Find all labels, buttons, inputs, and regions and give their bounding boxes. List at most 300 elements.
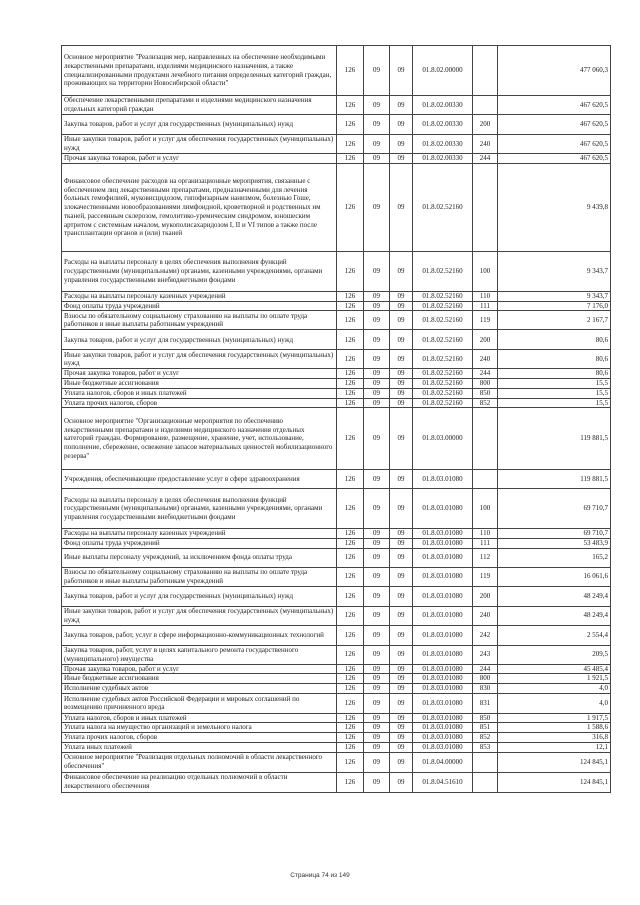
row-section-code: 09 [364,379,390,389]
row-expense-type-code: 244 [473,369,498,379]
row-target-article-code: 01.8.02.52160 [413,330,473,350]
row-grbs-code: 126 [337,723,364,733]
row-section-code: 09 [364,252,390,292]
table-body [62,46,611,793]
row-section-code: 09 [364,350,390,369]
table-row [62,115,611,135]
row-expense-type-code: 200 [473,586,498,606]
row-grbs-code: 126 [337,664,364,674]
row-amount: 165,2 [498,548,611,567]
page-number: Страница 74 из 149 [290,872,350,879]
row-target-article-code: 01.8.03.01080 [413,625,473,645]
row-expense-type-code: 200 [473,115,498,135]
row-grbs-code: 126 [337,252,364,292]
row-name: Уплата иных платежей [62,742,337,752]
row-target-article-code: 01.8.03.01080 [413,713,473,723]
row-grbs-code: 126 [337,292,364,302]
row-section-code: 09 [364,742,390,752]
table-row [62,742,611,752]
row-target-article-code: 01.8.02.52160 [413,301,473,311]
row-name: Уплата прочих налогов, сборов [62,398,337,408]
row-grbs-code: 126 [337,135,364,154]
row-amount: 209,5 [498,645,611,664]
row-grbs-code: 126 [337,398,364,408]
row-section-code: 09 [364,301,390,311]
row-section-code: 09 [364,311,390,330]
row-expense-type-code [473,772,498,792]
table-row [62,772,611,792]
row-name: Иные закупки товаров, работ и услуг для обеспечения государственных (муниципальных) нужд [62,135,337,154]
row-expense-type-code: 119 [473,567,498,586]
row-amount: 9 343,7 [498,292,611,302]
row-target-article-code: 01.8.03.01080 [413,664,473,674]
row-subsection-code: 09 [390,664,413,674]
row-name: Иные закупки товаров, работ и услуг для обеспечения государственных (муниципальных) нужд [62,606,337,625]
row-section-code: 09 [364,369,390,379]
row-expense-type-code: 111 [473,538,498,548]
row-name: Расходы на выплаты персоналу в целях обеспечения выполнения функций государственными (муниципальными) органами, казенными учреждениями, органами управления государственными внебюджетными фондами [62,489,337,529]
row-target-article-code: 01.8.04.51610 [413,772,473,792]
row-subsection-code: 09 [390,684,413,694]
row-section-code: 09 [364,154,390,164]
row-amount: 15,5 [498,388,611,398]
row-subsection-code: 09 [390,154,413,164]
row-expense-type-code: 853 [473,742,498,752]
row-target-article-code: 01.8.03.01080 [413,693,473,713]
row-target-article-code: 01.8.02.52160 [413,369,473,379]
row-subsection-code: 09 [390,46,413,96]
row-section-code: 09 [364,135,390,154]
table-row [62,625,611,645]
row-grbs-code: 126 [337,164,364,252]
row-amount: 9 343,7 [498,252,611,292]
row-subsection-code: 09 [390,398,413,408]
row-subsection-code: 09 [390,713,413,723]
row-grbs-code: 126 [337,388,364,398]
row-grbs-code: 126 [337,548,364,567]
row-subsection-code: 09 [390,408,413,470]
row-section-code: 09 [364,684,390,694]
row-name: Иные бюджетные ассигнования [62,674,337,684]
row-name: Исполнение судебных актов [62,684,337,694]
row-expense-type-code [473,470,498,489]
row-grbs-code: 126 [337,674,364,684]
row-name: Расходы на выплаты персоналу казенных учреждений [62,529,337,539]
table-row [62,46,611,96]
row-expense-type-code: 850 [473,713,498,723]
row-target-article-code: 01.8.02.52160 [413,292,473,302]
row-target-article-code: 01.8.03.01080 [413,586,473,606]
row-subsection-code: 09 [390,388,413,398]
row-target-article-code: 01.8.03.01080 [413,548,473,567]
row-target-article-code: 01.8.04.00000 [413,752,473,772]
row-expense-type-code [473,96,498,115]
row-name: Прочая закупка товаров, работ и услуг [62,664,337,674]
table-row [62,292,611,302]
row-grbs-code: 126 [337,586,364,606]
row-subsection-code: 09 [390,723,413,733]
row-name: Основное мероприятие "Реализация мер, направленных на обеспечение необходимыми лекарственными препаратами, изделиями медицинского назначения, а также специализированными продуктами лечебного питания определенных категорий граждан, проживающих на территории Новосибирской области" [62,46,337,96]
row-subsection-code: 09 [390,301,413,311]
row-expense-type-code: 100 [473,489,498,529]
row-subsection-code: 09 [390,350,413,369]
row-section-code: 09 [364,489,390,529]
row-section-code: 09 [364,674,390,684]
table-row [62,538,611,548]
row-expense-type-code: 110 [473,292,498,302]
row-target-article-code: 01.8.02.00330 [413,115,473,135]
row-section-code: 09 [364,330,390,350]
row-expense-type-code [473,752,498,772]
row-amount: 124 845,1 [498,772,611,792]
row-expense-type-code: 110 [473,529,498,539]
row-amount: 48 249,4 [498,586,611,606]
row-expense-type-code: 240 [473,350,498,369]
row-amount: 1 921,5 [498,674,611,684]
row-name: Фонд оплаты труда учреждений [62,538,337,548]
row-amount: 2 554,4 [498,625,611,645]
row-section-code: 09 [364,470,390,489]
row-subsection-code: 09 [390,772,413,792]
row-expense-type-code [473,408,498,470]
row-expense-type-code: 240 [473,135,498,154]
row-target-article-code: 01.8.03.01080 [413,567,473,586]
row-section-code: 09 [364,567,390,586]
row-amount: 2 167,7 [498,311,611,330]
row-target-article-code: 01.8.02.00330 [413,135,473,154]
row-target-article-code: 01.8.02.00000 [413,46,473,96]
row-name: Взносы по обязательному социальному страхованию на выплаты по оплате труда работников и иные выплаты работникам учреждений [62,567,337,586]
row-amount: 4,0 [498,693,611,713]
table-row [62,548,611,567]
row-expense-type-code: 850 [473,388,498,398]
row-amount: 316,8 [498,733,611,743]
row-name: Закупка товаров, работ и услуг для государственных (муниципальных) нужд [62,586,337,606]
row-grbs-code: 126 [337,733,364,743]
row-amount: 69 710,7 [498,489,611,529]
row-expense-type-code: 243 [473,645,498,664]
row-subsection-code: 09 [390,369,413,379]
row-section-code: 09 [364,586,390,606]
row-section-code: 09 [364,664,390,674]
row-name: Исполнение судебных актов Российской Федерации и мировых соглашений по возмещению причиненного вреда [62,693,337,713]
row-expense-type-code: 242 [473,625,498,645]
row-name: Уплата налога на имущество организаций и земельного налога [62,723,337,733]
row-grbs-code: 126 [337,752,364,772]
row-subsection-code: 09 [390,96,413,115]
row-amount: 119 881,5 [498,408,611,470]
row-expense-type-code: 831 [473,693,498,713]
row-target-article-code: 01.8.02.52160 [413,252,473,292]
row-subsection-code: 09 [390,470,413,489]
table-row [62,733,611,743]
row-expense-type-code: 111 [473,301,498,311]
table-row [62,408,611,470]
row-subsection-code: 09 [390,379,413,389]
table-row [62,164,611,252]
row-subsection-code: 09 [390,135,413,154]
row-name: Уплата налогов, сборов и иных платежей [62,388,337,398]
row-expense-type-code: 852 [473,733,498,743]
row-target-article-code: 01.8.03.01080 [413,645,473,664]
row-subsection-code: 09 [390,311,413,330]
row-grbs-code: 126 [337,115,364,135]
row-name: Закупка товаров, работ и услуг для государственных (муниципальных) нужд [62,115,337,135]
table-row [62,674,611,684]
table-row [62,96,611,115]
row-expense-type-code: 852 [473,398,498,408]
row-section-code: 09 [364,606,390,625]
row-amount: 15,5 [498,379,611,389]
row-target-article-code: 01.8.02.52160 [413,311,473,330]
row-grbs-code: 126 [337,625,364,645]
row-name: Закупка товаров, работ, услуг в целях капитального ремонта государственного (муниципального) имущества [62,645,337,664]
row-subsection-code: 09 [390,252,413,292]
row-section-code: 09 [364,115,390,135]
table-row [62,586,611,606]
row-section-code: 09 [364,96,390,115]
row-expense-type-code [473,164,498,252]
row-target-article-code: 01.8.03.01080 [413,529,473,539]
row-name: Финансовое обеспечение расходов на организационные мероприятия, связанные с обеспечением лиц лекарственными препаратами, предназначенными для лечения больных гемофилией, муковисцидозом, гипофизарным нанизмом, болезнью Гоше, злокачественными новообразованиями лимфоидной, кроветворной и родственных им тканей, рассеянным склерозом, гемолитико-уремическим синдромом, юношеским артритом с системным началом, мукополисахаридозом I, II и VI типов а также после трансплантации органов и (или) тканей [62,164,337,252]
table-row [62,645,611,664]
row-grbs-code: 126 [337,567,364,586]
row-grbs-code: 126 [337,742,364,752]
row-name: Учреждения, обеспечивающие предоставление услуг в сфере здравоохранения [62,470,337,489]
row-name: Обеспечение лекарственными препаратами и изделиями медицинского назначения отдельных категорий граждан [62,96,337,115]
row-subsection-code: 09 [390,733,413,743]
row-subsection-code: 09 [390,645,413,664]
table-row [62,567,611,586]
row-expense-type-code: 100 [473,252,498,292]
row-amount: 1 588,6 [498,723,611,733]
row-amount: 53 483,9 [498,538,611,548]
row-section-code: 09 [364,46,390,96]
row-target-article-code: 01.8.02.52160 [413,398,473,408]
row-expense-type-code: 244 [473,664,498,674]
row-amount: 467 620,5 [498,96,611,115]
row-name: Уплата прочих налогов, сборов [62,733,337,743]
row-name: Закупка товаров, работ и услуг для государственных (муниципальных) нужд [62,330,337,350]
row-subsection-code: 09 [390,752,413,772]
row-section-code: 09 [364,752,390,772]
row-name: Уплата налогов, сборов и иных платежей [62,713,337,723]
row-amount: 45 485,4 [498,664,611,674]
row-target-article-code: 01.8.03.01080 [413,733,473,743]
row-name: Иные бюджетные ассигнования [62,379,337,389]
table-row [62,489,611,529]
row-grbs-code: 126 [337,606,364,625]
row-name: Иные закупки товаров, работ и услуг для обеспечения государственных (муниципальных) нужд [62,350,337,369]
table-row [62,723,611,733]
row-target-article-code: 01.8.03.01080 [413,606,473,625]
row-grbs-code: 126 [337,379,364,389]
row-grbs-code: 126 [337,96,364,115]
row-expense-type-code: 112 [473,548,498,567]
table-row [62,350,611,369]
row-subsection-code: 09 [390,529,413,539]
row-target-article-code: 01.8.03.01080 [413,538,473,548]
table-row [62,693,611,713]
row-subsection-code: 09 [390,693,413,713]
row-grbs-code: 126 [337,529,364,539]
row-expense-type-code: 830 [473,684,498,694]
row-target-article-code: 01.8.03.01080 [413,723,473,733]
row-amount: 477 060,3 [498,46,611,96]
row-amount: 467 620,5 [498,115,611,135]
row-section-code: 09 [364,723,390,733]
table-row [62,529,611,539]
row-grbs-code: 126 [337,489,364,529]
row-amount: 7 176,0 [498,301,611,311]
row-grbs-code: 126 [337,330,364,350]
row-subsection-code: 09 [390,606,413,625]
row-subsection-code: 09 [390,742,413,752]
row-subsection-code: 09 [390,115,413,135]
row-grbs-code: 126 [337,538,364,548]
row-target-article-code: 01.8.02.00330 [413,154,473,164]
row-section-code: 09 [364,398,390,408]
row-amount: 119 881,5 [498,470,611,489]
table-row [62,684,611,694]
row-section-code: 09 [364,292,390,302]
row-section-code: 09 [364,693,390,713]
row-name: Расходы на выплаты персоналу в целях обеспечения выполнения функций государственными (муниципальными) органами, казенными учреждениями, органами управления государственными внебюджетными фондами [62,252,337,292]
row-grbs-code: 126 [337,311,364,330]
row-expense-type-code: 851 [473,723,498,733]
row-grbs-code: 126 [337,772,364,792]
row-grbs-code: 126 [337,684,364,694]
row-grbs-code: 126 [337,408,364,470]
row-expense-type-code: 240 [473,606,498,625]
row-grbs-code: 126 [337,369,364,379]
row-section-code: 09 [364,548,390,567]
row-amount: 69 710,7 [498,529,611,539]
row-grbs-code: 126 [337,713,364,723]
table-row [62,301,611,311]
row-target-article-code: 01.8.03.01080 [413,489,473,529]
row-amount: 12,1 [498,742,611,752]
row-name: Иные выплаты персоналу учреждений, за исключением фонда оплаты труда [62,548,337,567]
row-grbs-code: 126 [337,470,364,489]
row-grbs-code: 126 [337,350,364,369]
table-row [62,379,611,389]
table-row [62,388,611,398]
row-name: Основное мероприятие "Организационные мероприятия по обеспечению лекарственными препаратами и изделиями медицинского назначения отдельных категорий граждан. Формирование, размещение, хранение, учет, использование, пополнение, сбережение, освежение запасов материальных ценностей мобилизационного резерва" [62,408,337,470]
row-amount: 1 917,5 [498,713,611,723]
page-footer [0,872,640,879]
table-row [62,369,611,379]
row-section-code: 09 [364,164,390,252]
row-amount: 467 620,5 [498,135,611,154]
row-subsection-code: 09 [390,292,413,302]
row-name: Прочая закупка товаров, работ и услуг [62,154,337,164]
row-expense-type-code: 200 [473,330,498,350]
row-amount: 80,6 [498,330,611,350]
table-row [62,664,611,674]
row-subsection-code: 09 [390,567,413,586]
row-name: Прочая закупка товаров, работ и услуг [62,369,337,379]
row-subsection-code: 09 [390,330,413,350]
table-row [62,606,611,625]
row-target-article-code: 01.8.03.00000 [413,408,473,470]
row-target-article-code: 01.8.02.00330 [413,96,473,115]
row-subsection-code: 09 [390,674,413,684]
row-section-code: 09 [364,538,390,548]
table-row [62,330,611,350]
row-amount: 15,5 [498,398,611,408]
row-subsection-code: 09 [390,548,413,567]
row-name: Фонд оплаты труда учреждений [62,301,337,311]
row-subsection-code: 09 [390,586,413,606]
table-row [62,135,611,154]
row-grbs-code: 126 [337,46,364,96]
row-target-article-code: 01.8.02.52160 [413,379,473,389]
row-name: Взносы по обязательному социальному страхованию на выплаты по оплате труда работников и иные выплаты работникам учреждений [62,311,337,330]
table-row [62,311,611,330]
row-subsection-code: 09 [390,164,413,252]
row-expense-type-code [473,46,498,96]
table-row [62,713,611,723]
row-target-article-code: 01.8.03.01080 [413,684,473,694]
row-expense-type-code: 800 [473,674,498,684]
row-amount: 80,6 [498,350,611,369]
row-target-article-code: 01.8.02.52160 [413,350,473,369]
row-amount: 467 620,5 [498,154,611,164]
row-subsection-code: 09 [390,538,413,548]
row-name: Финансовое обеспечение на реализацию отдельных полномочий в области лекарственного обеспечения [62,772,337,792]
row-target-article-code: 01.8.02.52160 [413,388,473,398]
row-amount: 48 249,4 [498,606,611,625]
row-target-article-code: 01.8.03.01080 [413,674,473,684]
row-subsection-code: 09 [390,625,413,645]
row-name: Основное мероприятие "Реализация отдельных полномочий в области лекарственного обеспечения" [62,752,337,772]
row-section-code: 09 [364,388,390,398]
row-expense-type-code: 800 [473,379,498,389]
row-section-code: 09 [364,772,390,792]
row-name: Расходы на выплаты персоналу казенных учреждений [62,292,337,302]
row-amount: 124 845,1 [498,752,611,772]
row-section-code: 09 [364,625,390,645]
table-row [62,470,611,489]
row-grbs-code: 126 [337,645,364,664]
table-row [62,752,611,772]
row-grbs-code: 126 [337,301,364,311]
row-target-article-code: 01.8.03.01080 [413,742,473,752]
row-target-article-code: 01.8.02.52160 [413,164,473,252]
row-expense-type-code: 244 [473,154,498,164]
row-section-code: 09 [364,733,390,743]
table-row [62,252,611,292]
row-grbs-code: 126 [337,154,364,164]
row-name: Закупка товаров, работ, услуг в сфере информационно-коммуникационных технологий [62,625,337,645]
row-subsection-code: 09 [390,489,413,529]
table-row [62,398,611,408]
row-grbs-code: 126 [337,693,364,713]
row-amount: 4,0 [498,684,611,694]
row-target-article-code: 01.8.03.01080 [413,470,473,489]
row-expense-type-code: 119 [473,311,498,330]
budget-table [61,45,611,793]
row-section-code: 09 [364,408,390,470]
row-section-code: 09 [364,645,390,664]
row-amount: 80,6 [498,369,611,379]
row-amount: 9 439,8 [498,164,611,252]
row-section-code: 09 [364,529,390,539]
row-amount: 16 061,6 [498,567,611,586]
table-row [62,154,611,164]
row-section-code: 09 [364,713,390,723]
